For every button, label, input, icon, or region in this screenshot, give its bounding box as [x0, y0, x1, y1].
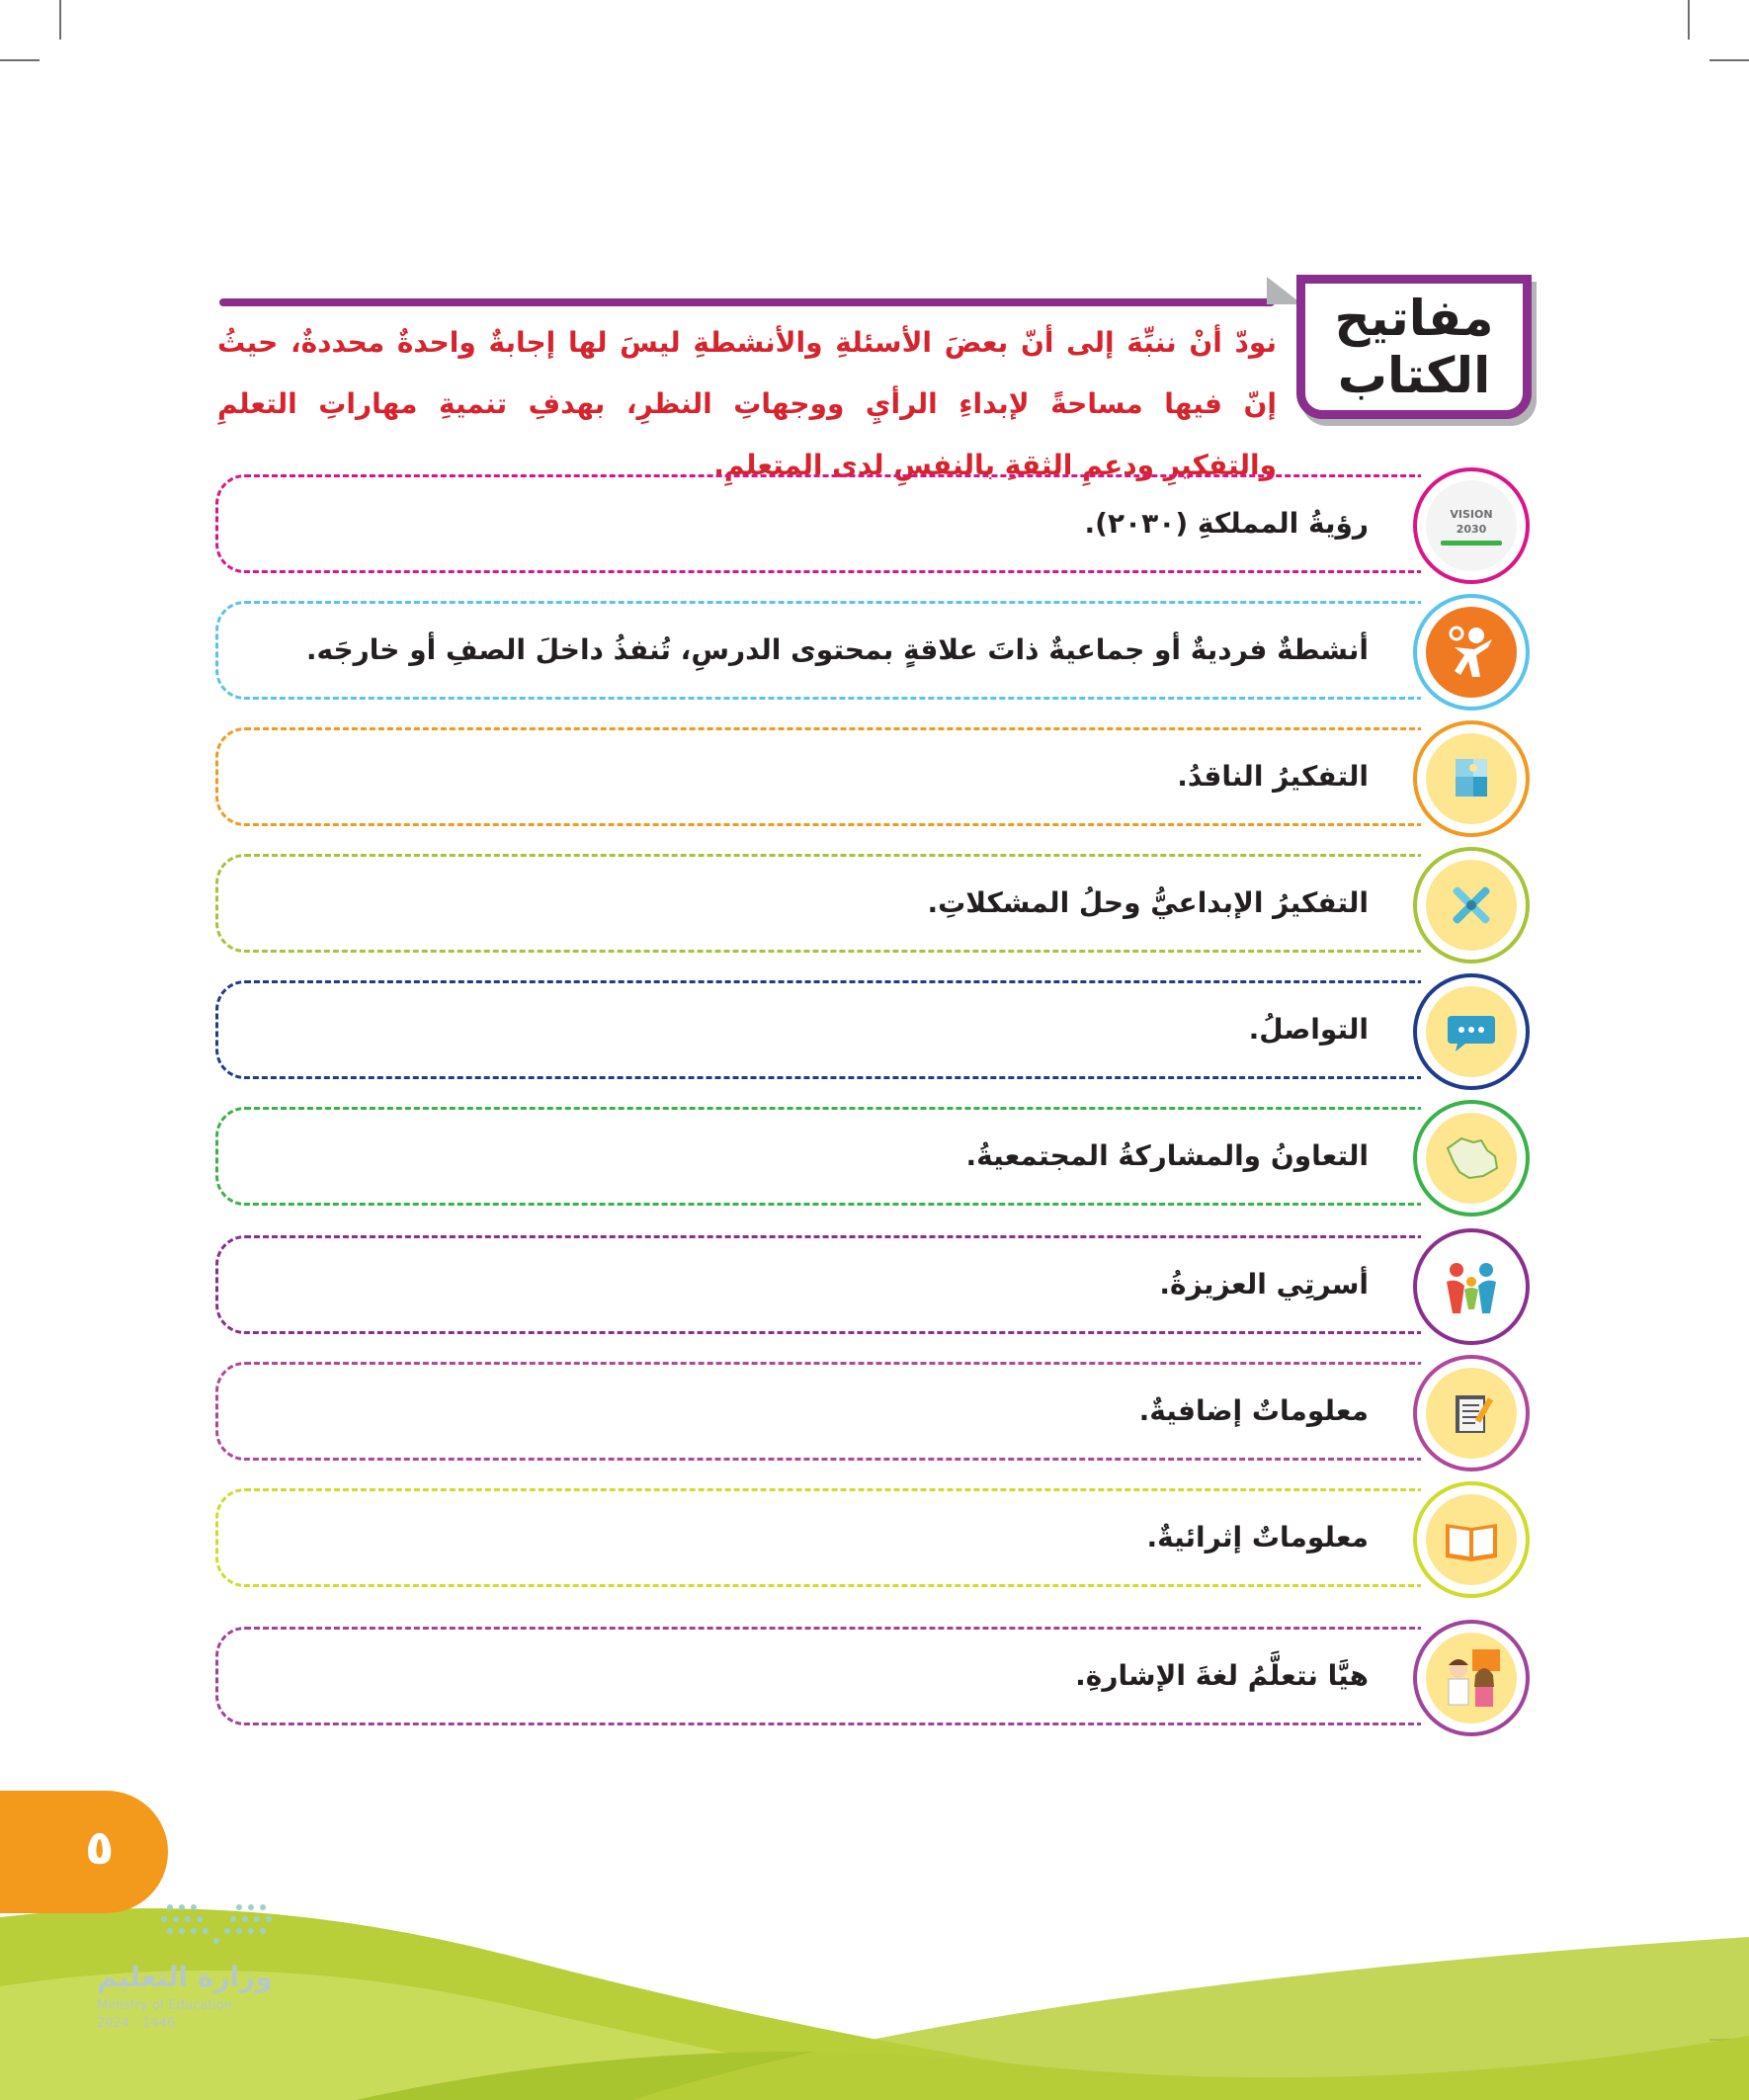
- key-text: رؤيةُ المملكةِ (٢٠٣٠).: [1084, 507, 1369, 540]
- notes-icon: [1413, 1355, 1530, 1471]
- intro-paragraph: نودّ أنْ ننبِّهَ إلى أنّ بعضَ الأسئلةِ والأنشطةِ ليسَ لها إجابةٌ واحدةٌ محددةٌ، حيثُ إنّ فيها مساحةً لإبداءِ الرأيِ ووجهاتِ النظرِ، بهدفِ تنميةِ مهاراتِ التعلمِ والتفكيرِ ودعمِ الثقةِ بالنفسِ لدى المتعلمِ.: [217, 326, 1277, 481]
- key-box: [215, 980, 1421, 1079]
- speech-bubble-icon: [1413, 973, 1530, 1090]
- edition-year: 2024 - 1446: [97, 2016, 176, 2031]
- tools-icon: [1413, 847, 1530, 964]
- key-row: [215, 980, 1530, 1087]
- key-text: أنشطةٌ فرديةٌ أو جماعيةٌ ذاتَ علاقةٍ بمحتوى الدرسِ، تُنفذُ داخلَ الصفِ أو خارجَه.: [305, 633, 1369, 666]
- family-icon: [1413, 1228, 1530, 1345]
- key-row: [215, 1235, 1530, 1342]
- crop-mark: [1688, 0, 1690, 40]
- key-text: التفكيرُ الإبداعيُّ وحلُ المشكلاتِ.: [927, 886, 1369, 919]
- key-text: هيَّا نتعلَّمُ لغةَ الإشارةِ.: [1075, 1659, 1369, 1692]
- book-icon: [1413, 1481, 1530, 1598]
- key-row: [215, 1107, 1530, 1214]
- page-title: [1296, 275, 1532, 419]
- activities-icon: [1413, 594, 1530, 711]
- key-row: [215, 1362, 1530, 1469]
- key-text: التفكيرُ الناقدُ.: [1177, 760, 1369, 793]
- title-rule: [219, 298, 1275, 306]
- puzzle-icon: [1413, 720, 1530, 837]
- sign-language-icon: [1413, 1620, 1530, 1736]
- key-row: [215, 474, 1530, 581]
- key-text: التعاونُ والمشاركةُ المجتمعيةُ.: [965, 1139, 1369, 1172]
- key-row: [215, 854, 1530, 961]
- vision-2030-label: VISION 2030: [1450, 507, 1493, 536]
- ministry-name-ar: وزارة التعليم: [97, 1961, 273, 1993]
- key-text: معلوماتٌ إثرائيةٌ.: [1146, 1521, 1369, 1554]
- ministry-name-en: Ministry of Education: [97, 1998, 233, 2013]
- crop-mark: [0, 59, 40, 61]
- key-row: [215, 1627, 1530, 1733]
- crop-mark: [1709, 59, 1749, 61]
- key-text: أسرتِي العزيزةُ.: [1159, 1268, 1369, 1301]
- vision-2030-icon: [1413, 467, 1530, 584]
- key-row: [215, 1488, 1530, 1595]
- page-title-line1: مفاتيح: [1334, 290, 1494, 347]
- key-row: [215, 601, 1530, 708]
- page-number: ٥: [85, 1820, 115, 1876]
- key-text: معلوماتٌ إضافيةٌ.: [1138, 1394, 1369, 1427]
- crop-mark: [59, 0, 61, 40]
- page-number-badge: [0, 1791, 168, 1913]
- saudi-map-icon: [1413, 1100, 1530, 1217]
- key-row: [215, 727, 1530, 834]
- page-title-line2: الكتاب: [1337, 347, 1491, 404]
- key-text: التواصلُ.: [1248, 1013, 1369, 1046]
